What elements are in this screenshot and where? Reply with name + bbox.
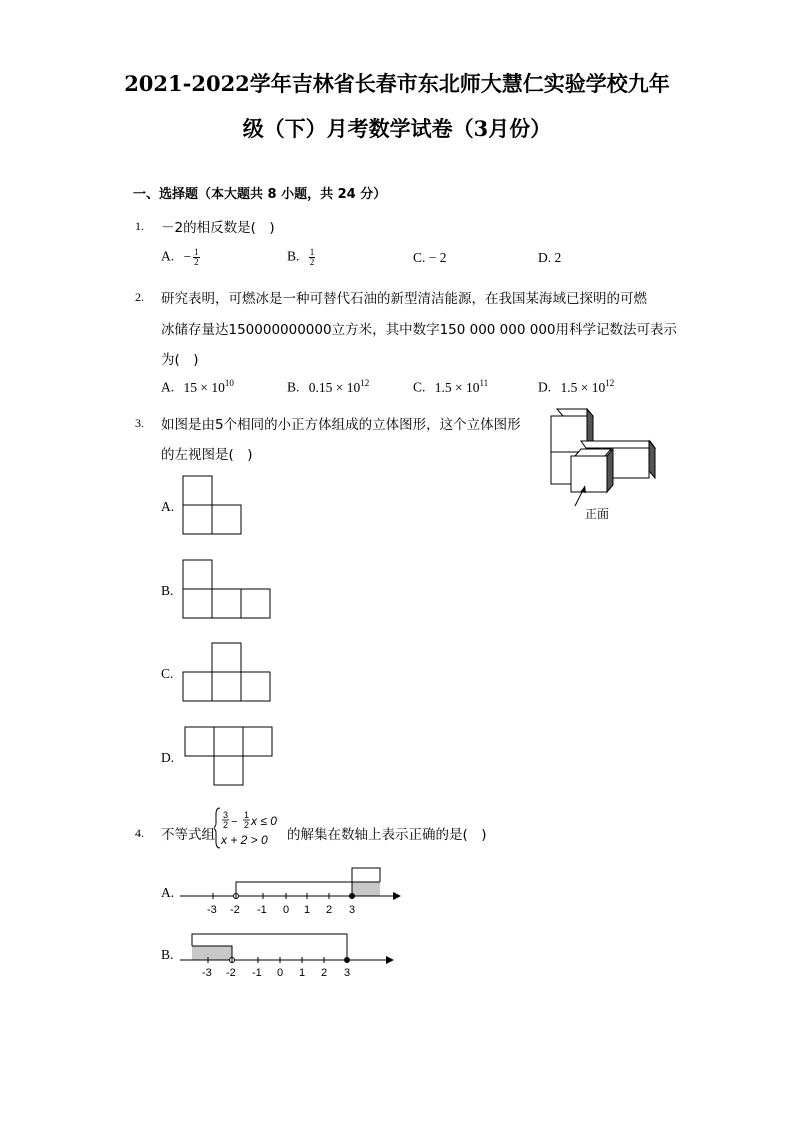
q3-stem-line2: 的左视图是( ) bbox=[161, 447, 253, 463]
cube-top-face bbox=[581, 441, 655, 448]
ineq1-minus: − bbox=[231, 816, 238, 828]
q2-option-c-label: C. bbox=[413, 379, 426, 395]
q1-stem: －2的相反数是( ) bbox=[161, 220, 275, 236]
tick-label: 0 bbox=[277, 967, 284, 979]
q1-option-a[interactable] bbox=[161, 248, 202, 267]
q4-option-a-label[interactable]: A. bbox=[161, 885, 175, 900]
grid-cell bbox=[183, 560, 212, 589]
ineq1-rest: x ≤ 0 bbox=[251, 814, 277, 828]
tick-label: 2 bbox=[321, 967, 328, 979]
q1-option-c[interactable]: C. − 2 bbox=[413, 250, 447, 265]
grid-cell bbox=[241, 672, 270, 701]
q2-option-d-label: D. bbox=[538, 379, 552, 395]
cube-front-face bbox=[611, 448, 649, 478]
grid-cell bbox=[243, 727, 272, 756]
q3-option-c-grid[interactable] bbox=[182, 642, 274, 704]
q4-suffix: 的解集在数轴上表示正确的是( ) bbox=[287, 827, 487, 843]
tick-label: 1 bbox=[299, 967, 306, 979]
tick-label: -2 bbox=[230, 904, 240, 916]
q3-option-d-grid[interactable] bbox=[182, 726, 274, 788]
brace-icon bbox=[214, 808, 220, 848]
q4-prefix: 不等式组 bbox=[161, 827, 215, 843]
cube-front-face bbox=[571, 456, 607, 492]
tick-label: -1 bbox=[257, 904, 267, 916]
q2-option-b-label: B. bbox=[287, 379, 300, 395]
grid-cell bbox=[214, 727, 243, 756]
q3-option-b-grid[interactable] bbox=[182, 559, 274, 621]
q2-option-c-base: 1.5 × 10 bbox=[434, 379, 480, 395]
tick-label: -2 bbox=[226, 967, 236, 979]
q2-number: 2. bbox=[135, 290, 144, 304]
q1-option-a-fraction: $\frac{1}{2}$ bbox=[194, 247, 199, 267]
ineq1-numerator: 3 bbox=[223, 810, 229, 820]
q2-option-a-label: A. bbox=[161, 379, 175, 395]
q1-option-a-sign: − bbox=[183, 248, 192, 264]
q1-number: 1. bbox=[135, 219, 144, 233]
q2-option-b[interactable] bbox=[287, 378, 369, 396]
q2-stem-line1: 研究表明，可燃冰是一种可替代石油的新型清洁能源，在我国某海域已探明的可燃 bbox=[161, 291, 647, 307]
tick-label: -3 bbox=[207, 904, 217, 916]
q1-option-b[interactable] bbox=[287, 248, 317, 267]
grid-cell bbox=[214, 756, 243, 785]
q2-option-c-exponent: 11 bbox=[479, 378, 489, 388]
grid-cell bbox=[212, 672, 241, 701]
grid-cell bbox=[212, 505, 241, 534]
grid-cell bbox=[185, 727, 214, 756]
q2-option-a-base: 15 × 10 bbox=[183, 379, 225, 395]
q1-option-d[interactable]: D. 2 bbox=[538, 250, 562, 265]
arrow-icon bbox=[393, 892, 401, 900]
ineq1-denominator: 2 bbox=[223, 820, 229, 830]
q2-option-c[interactable] bbox=[413, 378, 488, 396]
front-label: 正面 bbox=[585, 507, 610, 521]
exam-title-line1: 2021-2022学年吉林省长春市东北师大慧仁实验学校九年 bbox=[124, 71, 670, 96]
grid-cell bbox=[241, 589, 270, 618]
cube-side-face bbox=[649, 441, 655, 478]
q3-option-d-label[interactable]: D. bbox=[161, 750, 175, 765]
cube-side-face bbox=[607, 449, 613, 492]
q4-number: 4. bbox=[135, 826, 144, 840]
q2-stem-line3: 为( ) bbox=[161, 352, 199, 368]
q3-cube-figure bbox=[545, 408, 665, 523]
q4-option-a-number-line[interactable] bbox=[180, 864, 402, 920]
tick-label: -1 bbox=[252, 967, 262, 979]
q1-option-b-fraction: $\frac{1}{2}$ bbox=[309, 247, 315, 267]
q2-option-a-exponent: 10 bbox=[224, 378, 234, 388]
tick-label: 2 bbox=[326, 904, 333, 916]
exam-title-line2: 级（下）月考数学试卷（3月份） bbox=[242, 116, 552, 141]
tick-label: 3 bbox=[349, 904, 356, 916]
tick-label: 0 bbox=[283, 904, 290, 916]
q2-option-d-base: 1.5 × 10 bbox=[560, 379, 606, 395]
q2-option-b-exponent: 12 bbox=[360, 378, 370, 388]
q4-option-b-label[interactable]: B. bbox=[161, 947, 174, 962]
ineq1-frac-numerator: 1 bbox=[244, 810, 250, 820]
tick-label: 1 bbox=[304, 904, 311, 916]
grid-cell bbox=[212, 643, 241, 672]
grid-cell bbox=[212, 589, 241, 618]
q3-number: 3. bbox=[135, 416, 144, 430]
section-header: 一、选择题（本大题共 8 小题，共 24 分） bbox=[133, 187, 387, 202]
q2-option-b-base: 0.15 × 10 bbox=[308, 379, 361, 395]
q3-option-a-label[interactable]: A. bbox=[161, 499, 175, 514]
q1-option-a-label: A. bbox=[161, 248, 175, 264]
q2-stem-line2: 冰储存量达150000000000立方米，其中数字150 000 000 000用科学记数法可表示 bbox=[161, 322, 678, 338]
shaded-region bbox=[352, 882, 380, 896]
grid-cell bbox=[183, 476, 212, 505]
q1-option-b-label: B. bbox=[287, 248, 300, 264]
tick-label: 3 bbox=[344, 967, 351, 979]
q3-option-c-label[interactable]: C. bbox=[161, 666, 174, 681]
q3-option-a-grid[interactable] bbox=[182, 475, 244, 537]
q3-stem-line1: 如图是由5个相同的小正方体组成的立体图形，这个立体图形 bbox=[161, 417, 521, 433]
grid-cell bbox=[183, 589, 212, 618]
q2-option-d[interactable] bbox=[538, 378, 614, 396]
q2-option-d-exponent: 12 bbox=[605, 378, 615, 388]
tick-label: -3 bbox=[202, 967, 212, 979]
arrow-icon bbox=[386, 956, 394, 964]
shaded-region bbox=[192, 946, 232, 960]
ineq2: x + 2 > 0 bbox=[221, 833, 268, 847]
grid-cell bbox=[183, 672, 212, 701]
cube-front-face bbox=[551, 416, 587, 452]
ineq1-frac-denominator: 2 bbox=[244, 820, 250, 830]
cube-top-face bbox=[575, 449, 611, 456]
q3-option-b-label[interactable]: B. bbox=[161, 583, 174, 598]
q4-option-b-number-line[interactable] bbox=[180, 930, 402, 980]
grid-cell bbox=[183, 505, 212, 534]
q2-option-a[interactable] bbox=[161, 378, 234, 396]
q4-inequality-system bbox=[214, 806, 289, 850]
